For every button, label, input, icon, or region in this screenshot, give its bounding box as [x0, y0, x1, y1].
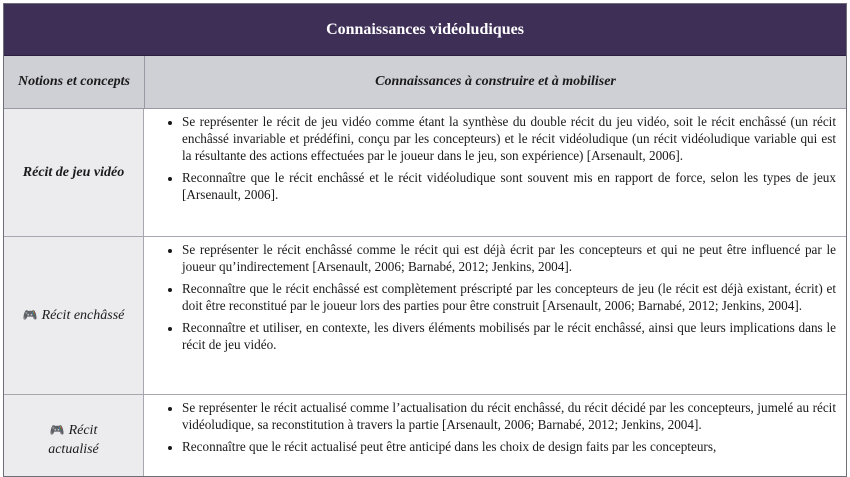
notion-label: Récit de jeu vidéo [22, 164, 125, 180]
table-row [4, 395, 846, 477]
notion-cell [4, 237, 144, 394]
list-item: • Se représenter le récit actualisé comme l’actualisation du récit enchâssé, du récit décidé par les concepteurs, jumelé au récit vidéoludique, sa reconstitution à travers la partie [Arsenault, 2006; Barnabé, 2012; Jenkins, 2004]. [182, 399, 836, 433]
table-row [4, 109, 846, 237]
notion-cell [4, 109, 144, 236]
table-header-row [4, 56, 846, 109]
knowledge-cell [144, 237, 846, 394]
knowledge-cell [144, 395, 846, 477]
notion-label: Récit [68, 423, 98, 438]
header-knowledge: Connaissances à construire et à mobiliser [375, 74, 616, 89]
list-item: • Se représenter le récit enchâssé comme le récit qui est déjà écrit par les concepteurs et qui ne peut être influencé par le joueur qu’indirectement [Arsenault, 2006; Barnabé, 2012; Jenkins, 2004]. [182, 241, 836, 275]
knowledge-cell [144, 109, 846, 236]
table-row [4, 237, 846, 395]
list-item: • Reconnaître que le récit enchâssé et le récit vidéoludique sont souvent mis en rapport de force, selon les types de jeux [Arsenault, 2006]. [182, 169, 836, 203]
notion-cell [4, 395, 144, 477]
list-item: • Reconnaître que le récit enchâssé est complètement préscripté par les concepteurs de jeu (le récit est déjà existant, écrit) et doit être reconstitué par le joueur lors des parties pour être construit [Arsenault, 2006; Barnabé, 2012; Jenkins, 2004]. [182, 280, 836, 314]
table-title: Connaissances vidéoludiques [4, 4, 846, 56]
notion-label-line2: actualisé [48, 442, 99, 457]
list-item: • Reconnaître et utiliser, en contexte, les divers éléments mobilisés par le récit enchâssé, ainsi que leurs implications dans le récit de jeu vidéo. [182, 319, 836, 353]
knowledge-table [3, 3, 847, 477]
list-item: • Se représenter le récit de jeu vidéo comme étant la synthèse du double récit du jeu vidéo, soit le récit enchâssé (un récit enchâssé invariable et prédéfini, conçu par les concepteurs) et le récit vidéoludique (un récit vidéoludique variable qui est la résultante des actions effectuées par le joueur dans le jeu, son expérience) [Arsenault, 2006]. [182, 113, 836, 164]
list-item: • Reconnaître que le récit actualisé peut être anticipé dans les choix de design faits par les concepteurs, [182, 438, 836, 455]
gamepad-icon: 🎮 [49, 423, 65, 437]
header-notions: Notions et concepts [4, 56, 145, 108]
gamepad-icon: 🎮 [22, 308, 38, 322]
notion-label: Récit enchâssé [41, 307, 125, 323]
